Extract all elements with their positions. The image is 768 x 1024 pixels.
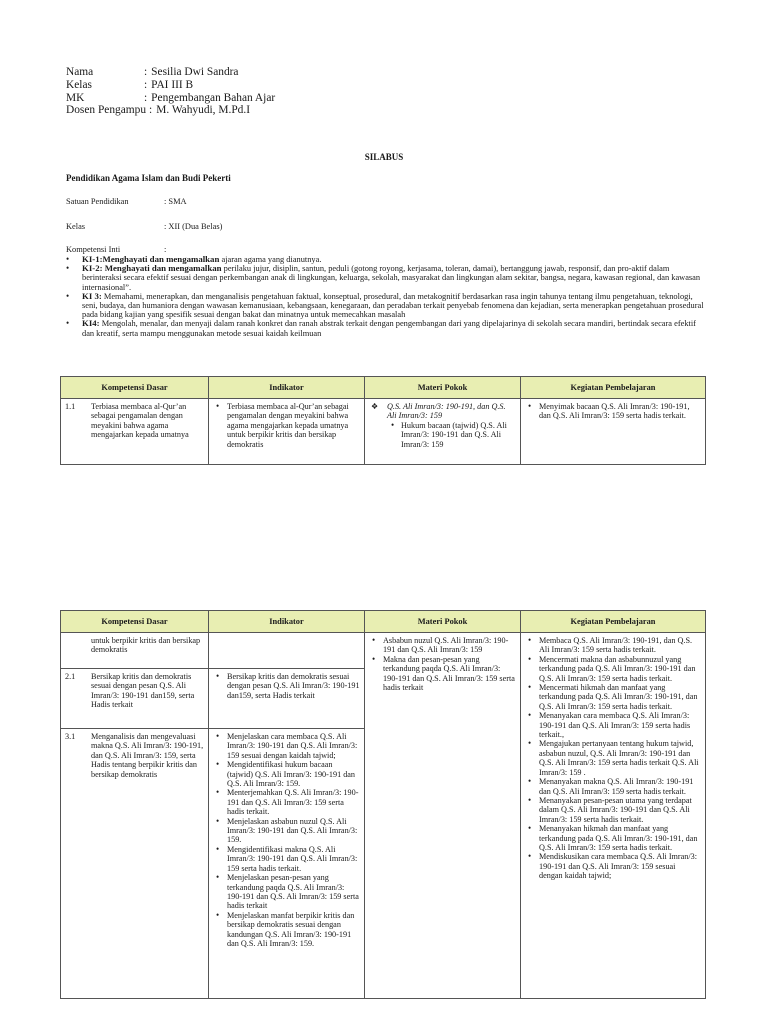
column-header: Indikator <box>209 611 365 633</box>
info-separator: : <box>149 104 153 117</box>
list-item: • Bersikap kritis dan demokratis sesuai dengan pesan Q.S. Ali Imran/3: 190-191 dan159, serta Hadis terkait <box>227 672 360 700</box>
list-item: • Mengajukan pertanyaan tentang hukum tajwid, asbabun nuzul, Q.S. Ali Imran/3: 190-191 dan Q.S. Ali Imran/3: 159 serta hadis terkait Q.S. Ali Imran/3: 159 . <box>539 739 701 777</box>
materi-cell <box>365 633 521 999</box>
info-label: MK <box>66 91 85 104</box>
list-item: • Menanyakan hikmah dan manfaat yang terkandung pada Q.S. Ali Imran/3: 190-191, dan Q.S. Ali Imran/3: 159 serta hadis terkait. <box>539 824 701 852</box>
column-header: Kompetensi Dasar <box>61 611 209 633</box>
list-item: • Mencermati hikmah dan manfaat yang terkandung pada Q.S. Ali Imran/3: 190-191, dan Q.S. Ali Imran/3: 159 serta hadis terkait. <box>539 683 701 711</box>
table-row <box>61 399 706 465</box>
table-row <box>61 633 706 669</box>
column-header: Kegiatan Pembelajaran <box>521 611 706 633</box>
list-item: • Membaca Q.S. Ali Imran/3: 190-191, dan Q.S. Ali Imran/3: 159 serta hadis terkait. <box>539 636 701 655</box>
indikator-cell <box>209 399 365 465</box>
list-item: • Menjelaskan manfat berpikir kritis dan bersikap demokratis sesuai dengan kandungan Q.S. Ali Imran/3: 190-191 dan Q.S. Ali Imran/3: 159. <box>227 911 360 949</box>
column-header: Kompetensi Dasar <box>61 377 209 399</box>
list-item: • Mendiskusikan cara membaca Q.S. Ali Imran/3: 190-191 dan Q.S. Ali Imran/3: 159 sesuai dengan kaidah tajwid; <box>539 852 701 880</box>
meta-value: : SMA <box>164 197 187 206</box>
list-item: • Menterjemahkan Q.S. Ali Imran/3: 190-191 dan Q.S. Ali Imran/3: 159 serta hadis terkait. <box>227 788 360 816</box>
table-header-row <box>61 377 706 399</box>
list-item: • Mengidentifikasi hukum bacaan (tajwid) Q.S. Ali Imran/3: 190-191 dan Q.S. Ali Imran/3: 159. <box>227 760 360 788</box>
indikator-cell <box>209 669 365 729</box>
kd-text: Menganalisis dan mengevaluasi makna Q.S. Ali Imran/3: 190-191, dan Q.S. Ali Imran/3: 159, serta Hadis tentang berpikir kritis dan bersikap demokratis <box>91 732 204 779</box>
bullet-icon: • <box>66 290 70 301</box>
info-label: Nama <box>66 66 94 78</box>
list-item: • Menanyakan pesan-pesan utama yang terdapat dalam Q.S. Ali Imran/3: 190-191 dan Q.S. Ali Imran/3: 159 serta hadis terkait. <box>539 796 701 824</box>
list-item: • Menanyakan cara membaca Q.S. Ali Imran/3: 190-191 dan Q.S. Ali Imran/3: 159 serta hadis terkait., <box>539 711 701 739</box>
materi-cell <box>365 399 521 465</box>
ki-text: Memahami, menerapkan, dan menganalisis pengetahuan faktual, konseptual, prosedural, dan metakognitif berdasarkan rasa ingin tahunya tentang ilmu pengetahuan, teknologi, seni, budaya, dan humaniora dengan wawasan kemanusiaan, kebangsaan, kenegaraan, dan peradaban terkait penyebab fenomena dan kejadian, serta menerapkan pengetahuan prosedural pada bidang kajian yang spesifik sesuai dengan bakat dan minatnya untuk memecahkan masalah <box>82 291 704 320</box>
subject-title: Pendidikan Agama Islam dan Budi Pekerti <box>66 173 231 183</box>
list-item: • Menjelaskan asbabun nuzul Q.S. Ali Imran/3: 190-191 dan Q.S. Ali Imran/3: 159. <box>227 817 360 845</box>
ki-text: Mengolah, menalar, dan menyaji dalam ranah konkret dan ranah abstrak terkait dengan pengembangan dari yang dipelajarinya di sekolah secara mandiri, bertindak secara efektif dan kreatif, serta mampu menggunakan metode sesuai kaidah keilmuan <box>82 319 696 338</box>
bullet-icon: • <box>66 263 70 274</box>
meta-ki <box>66 245 166 254</box>
meta-label: Kelas <box>66 222 86 231</box>
kd-cell <box>61 729 209 999</box>
kd-number: 3.1 <box>65 732 76 741</box>
info-separator: : <box>144 91 148 104</box>
meta-label: Satuan Pendidikan <box>66 197 129 206</box>
list-item: • Menjelaskan pesan-pesan yang terkandung paqda Q.S. Ali Imran/3: 190-191 dan Q.S. Ali Imran/3: 159 serta hadis terkait <box>227 873 360 911</box>
kd-cell <box>61 669 209 729</box>
indikator-cell <box>209 633 365 669</box>
ki-heading: KI4: <box>82 318 100 329</box>
list-item <box>387 402 516 449</box>
ki-item <box>66 319 706 337</box>
ki-heading: KI-2: Menghayati dan mengamalkan <box>82 263 222 274</box>
list-item: • Terbiasa membaca al-Qur’an sebagai pengamalan dengan meyakini bahwa agama mengajarkan kepada umatnya untuk berpikir kritis dan bersikap demokratis <box>227 402 360 449</box>
list-item: • Asbabun nuzul Q.S. Ali Imran/3: 190-191 dan Q.S. Ali Imran/3: 159 <box>383 636 516 655</box>
kegiatan-cell <box>521 633 706 999</box>
info-row-nama <box>66 66 275 79</box>
info-row-kelas <box>66 79 275 92</box>
column-header: Materi Pokok <box>365 611 521 633</box>
kd-number: 2.1 <box>65 672 76 681</box>
info-label: Dosen Pengampu <box>66 104 147 117</box>
meta-value: : XII (Dua Belas) <box>164 222 223 231</box>
list-item: • Mengidentifikasi makna Q.S. Ali Imran/3: 190-191 dan Q.S. Ali Imran/3: 159 serta hadis terkait. <box>227 845 360 873</box>
column-header: Kegiatan Pembelajaran <box>521 377 706 399</box>
kegiatan-cell <box>521 399 706 465</box>
list-item: • Mencermati makna dan asbabunnuzul yang terkandung pada Q.S. Ali Imran/3: 190-191 dan Q.S. Ali Imran/3: 159 serta hadis terkait. <box>539 655 701 683</box>
info-row-dosen <box>66 104 275 117</box>
syllabus-table-1 <box>60 376 706 465</box>
info-value: M. Wahyudi, M.Pd.I <box>156 104 251 117</box>
list-item: • Hukum bacaan (tajwid) Q.S. Ali Imran/3: 190-191 dan Q.S. Ali Imran/3: 159 <box>401 421 516 449</box>
meta-value: : <box>164 245 167 254</box>
list-item: • Menjelaskan cara membaca Q.S. Ali Imran/3: 190-191 dan Q.S. Ali Imran/3: 159 sesuai dengan kaidah tajwid; <box>227 732 360 760</box>
kompetensi-inti-list <box>66 255 706 338</box>
document-title: SILABUS <box>364 152 404 162</box>
ki-heading: KI 3: <box>82 290 102 301</box>
meta-kelas <box>66 222 222 231</box>
info-separator: : <box>144 66 148 78</box>
ki-text: perilaku jujur, disiplin, santun, peduli (gotong royong, kerjasama, toleran, damai), bertanggung jawab, responsif, dan pro-aktif dalam berinteraksi secara efektif sesuai dengan perkembangan anak di lingkungan, keluarga, sekolah, masyarakat dan lingkungan alam sekitar, bangsa, negara, kawasan regional, dan kawasan internasional”. <box>82 264 701 292</box>
column-header: Indikator <box>209 377 365 399</box>
info-value: Pengembangan Bahan Ajar <box>151 91 276 104</box>
ki-item <box>66 264 706 292</box>
info-row-mk <box>66 92 275 105</box>
ki-item <box>66 292 706 320</box>
bullet-icon: • <box>66 254 70 264</box>
ki-heading: KI-1:Menghayati dan mengamalkan <box>82 254 220 264</box>
indikator-cell <box>209 729 365 999</box>
kd-text: Bersikap kritis dan demokratis sesuai dengan pesan Q.S. Ali Imran/3: 190-191 dan159, serta Hadis terkait <box>91 672 195 710</box>
table-header-row <box>61 611 706 633</box>
kd-cell <box>61 633 209 669</box>
materi-main: Q.S. Ali Imran/3: 190-191, dan Q.S. Ali Imran/3: 159 <box>387 402 506 421</box>
kd-number: 1.1 <box>65 402 76 411</box>
list-item: • Menyimak bacaan Q.S. Ali Imran/3: 190-191, dan Q.S. Ali Imran/3: 159 serta hadis terkait. <box>539 402 701 421</box>
ki-text: ajaran agama yang dianutnya. <box>219 255 322 264</box>
meta-satuan <box>66 197 187 206</box>
student-info <box>66 66 275 117</box>
info-value: Sesilia Dwi Sandra <box>151 66 239 78</box>
list-item: • Makna dan pesan-pesan yang terkandung paqda Q.S. Ali Imran/3: 190-191 dan Q.S. Ali Imran/3: 159 serta hadis terkait <box>383 655 516 693</box>
column-header: Materi Pokok <box>365 377 521 399</box>
info-label: Kelas <box>66 78 92 91</box>
list-item: • Menanyakan makna Q.S. Ali Imran/3: 190-191 dan Q.S. Ali Imran/3: 159 serta hadis terkait. <box>539 777 701 796</box>
meta-label: Kompetensi Inti <box>66 245 121 254</box>
kd-cell <box>61 399 209 465</box>
info-value: PAI III B <box>151 78 194 91</box>
kd-text: Terbiasa membaca al-Qur’an sebagai pengamalan dengan meyakini bahwa agama mengajarkan kepada umatnya <box>91 402 189 440</box>
info-separator: : <box>144 78 148 91</box>
syllabus-table-2 <box>60 610 706 999</box>
bullet-icon: • <box>66 318 70 329</box>
kd-text: untuk berpikir kritis dan bersikap demokratis <box>91 636 201 655</box>
